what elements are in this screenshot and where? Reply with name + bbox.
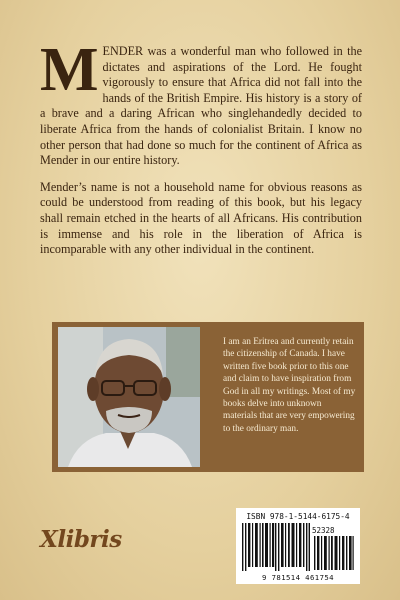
blurb-paragraph-1 bbox=[40, 36, 362, 169]
drop-cap: M bbox=[40, 36, 99, 104]
isbn-barcode bbox=[236, 508, 360, 584]
isbn-number: ISBN 978-1-5144-6175-4 bbox=[246, 512, 350, 521]
author-bio: I am an Eritrea and currently retain the citizenship of Canada. I have written five book prior to this one and claim to have inspiration from God in all my writings. Most of my books delve into unknown materials that are very empowering to the ordinary man. bbox=[223, 337, 356, 434]
barcode-digits: 9 781514 461754 bbox=[262, 573, 334, 582]
blurb-paragraph-2: Mender’s name is not a household name for obvious reasons as could be understood from reading of this book, but his legacy shall remain etched in the hearts of all Africans. His contribution is immense and his role in the liberation of Africa is incomparable with any other individual in the continent. bbox=[40, 179, 362, 257]
blurb bbox=[40, 36, 362, 258]
barcode-addon-bars bbox=[314, 536, 354, 570]
barcode-main-bars bbox=[242, 523, 310, 571]
blurb-paragraph-1-text: ENDER was a wonderful man who followed in the dictates and aspirations of the Lord. He fought vigorously to ensure that Africa did not fall into the hands of the British Empire. His history is a story of a brave and a daring African who singlehandedly decided to liberate Africa from the hands of colonialist Britain. I know no other person that had done so much for the continent of Africa as Mender in our entire history. bbox=[40, 44, 362, 168]
barcode-addon-code: 52328 bbox=[312, 526, 335, 535]
publisher-logo: Xlibris bbox=[40, 526, 122, 553]
author-photo bbox=[58, 327, 200, 467]
author-section bbox=[52, 322, 364, 472]
